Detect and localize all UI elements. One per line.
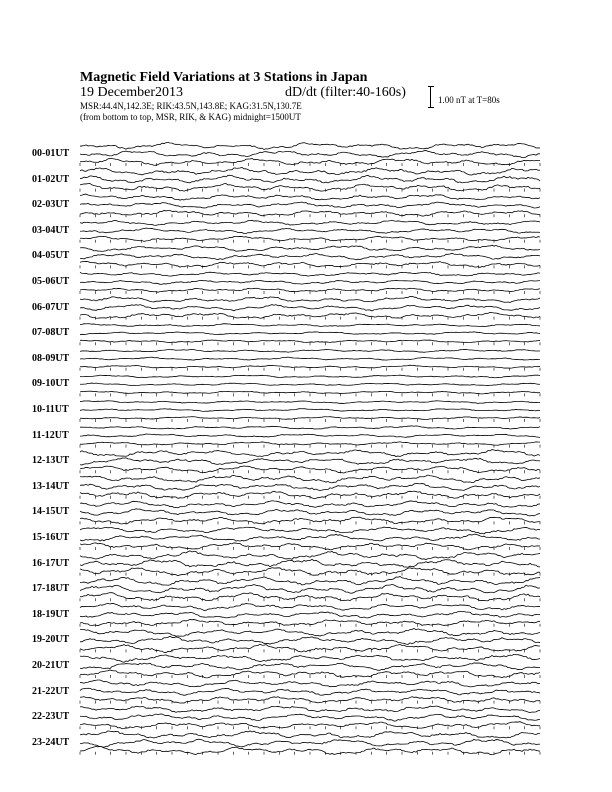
hour-label: 06-07UT: [32, 301, 70, 313]
trace-kag: [80, 501, 540, 508]
trace-rik: [80, 584, 540, 593]
hour-label: 13-14UT: [32, 480, 70, 492]
trace-kag: [80, 296, 540, 302]
hour-label: 00-01UT: [32, 148, 70, 159]
trace-kag: [80, 220, 540, 225]
scale-label: 1.00 nT at T=80s: [438, 95, 500, 105]
trace-kag: [80, 450, 540, 457]
trace-kag: [80, 654, 540, 662]
trace-rik: [80, 332, 540, 335]
trace-rik: [80, 280, 540, 284]
trace-rik: [80, 458, 540, 465]
trace-msr: [80, 365, 540, 368]
trace-rik: [80, 357, 540, 360]
trace-kag: [80, 475, 540, 483]
hour-label: 01-02UT: [32, 173, 70, 185]
hour-label: 22-23UT: [32, 711, 70, 723]
hour-label: 07-08UT: [32, 327, 70, 339]
trace-kag: [80, 527, 540, 534]
hour-label: 20-21UT: [32, 660, 70, 671]
trace-rik: [80, 739, 540, 747]
hour-label: 21-22UT: [32, 685, 70, 697]
trace-kag: [80, 426, 540, 429]
trace-rik: [80, 228, 540, 233]
trace-kag: [80, 551, 540, 560]
trace-kag: [80, 194, 540, 200]
station-coordinates: MSR:44.4N,142.3E; RIK:43.5N,143.8E; KAG:31.5N,130.7E: [80, 101, 302, 111]
hour-label: 09-10UT: [32, 378, 70, 390]
hour-label: 23-24UT: [32, 736, 70, 748]
trace-kag: [80, 167, 540, 175]
hour-label: 08-09UT: [32, 352, 70, 364]
hour-label: 19-20UT: [32, 634, 70, 646]
trace-rik: [80, 253, 540, 259]
trace-rik: [80, 534, 540, 541]
trace-kag: [80, 272, 540, 276]
hour-label: 18-19UT: [32, 608, 70, 620]
trace-rik: [80, 509, 540, 516]
trace-kag: [80, 375, 540, 378]
chart-component: dD/dt (filter:40-160s): [285, 85, 406, 100]
trace-rik: [80, 611, 540, 617]
trace-rik: [80, 714, 540, 721]
trace-rik: [80, 559, 540, 567]
trace-rik: [80, 688, 540, 695]
trace-kag: [80, 142, 540, 149]
trace-kag: [80, 628, 540, 636]
trace-rik: [80, 409, 540, 412]
trace-kag: [80, 603, 540, 610]
chart-title: Magnetic Field Variations at 3 Stations in Japan: [80, 70, 368, 85]
hour-label: 02-03UT: [32, 199, 70, 211]
trace-rik: [80, 150, 540, 157]
trace-kag: [80, 680, 540, 687]
hour-label: 16-17UT: [32, 557, 70, 569]
trace-msr: [80, 417, 540, 420]
hour-label: 14-15UT: [32, 506, 70, 518]
trace-kag: [80, 706, 540, 713]
hour-label: 05-06UT: [32, 276, 70, 287]
trace-kag: [80, 401, 540, 404]
trace-kag: [80, 324, 540, 327]
trace-rik: [80, 483, 540, 490]
hour-label: 04-05UT: [32, 250, 70, 262]
trace-kag: [80, 245, 540, 251]
trace-rik: [80, 383, 540, 386]
hour-label: 03-04UT: [32, 224, 70, 236]
trace-rik: [80, 305, 540, 311]
hour-label: 11-12UT: [32, 429, 69, 441]
hour-label: 17-18UT: [32, 583, 70, 595]
hour-label: 10-11UT: [32, 404, 69, 415]
trace-kag: [80, 576, 540, 585]
trace-kag: [80, 349, 540, 352]
trace-rik: [80, 663, 540, 671]
hour-label: 12-13UT: [32, 455, 70, 467]
hour-label: 15-16UT: [32, 532, 70, 543]
trace-rik: [80, 636, 540, 644]
chart-date: 19 December2013: [80, 85, 184, 100]
station-order-note: (from bottom to top, MSR, RIK, & KAG) midnight=1500UT: [80, 112, 301, 122]
trace-rik: [80, 175, 540, 183]
trace-rik: [80, 202, 540, 208]
trace-kag: [80, 731, 540, 738]
trace-rik: [80, 434, 540, 437]
